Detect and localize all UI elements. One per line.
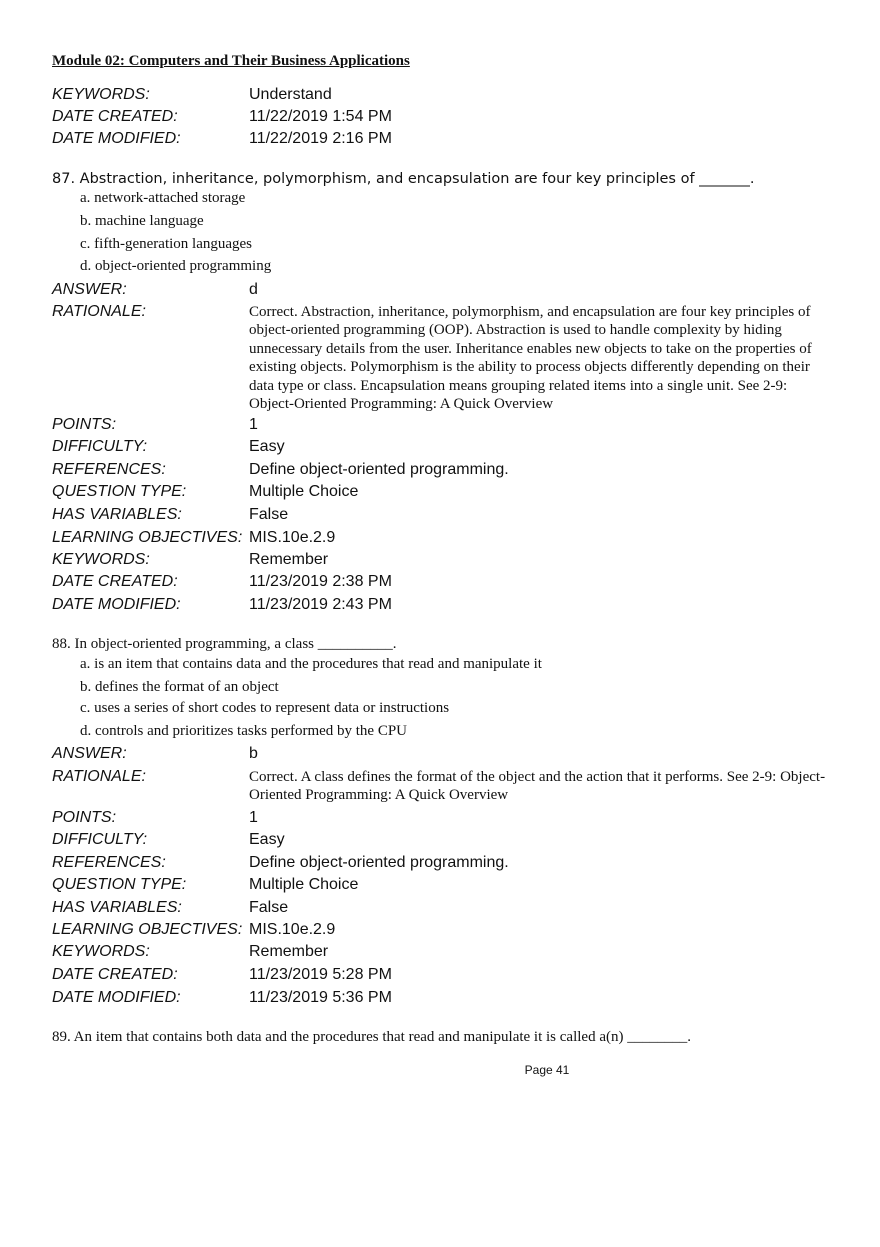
label-date-modified: DATE MODIFIED: <box>52 130 181 147</box>
question-88-option-d: d. controls and prioritizes tasks performed by the CPU <box>80 723 408 739</box>
q87-value-answer: d <box>249 281 258 298</box>
module-title: Module 02: Computers and Their Business Applications <box>52 53 410 69</box>
label-rationale: RATIONALE: <box>52 303 146 320</box>
q87-value-difficulty: Easy <box>249 438 285 455</box>
page-number: Page 41 <box>524 1063 570 1077</box>
q88-value-date-modified: 11/23/2019 5:36 PM <box>249 989 392 1006</box>
label-date-created: DATE CREATED: <box>52 573 178 590</box>
question-87-option-a: a. network-attached storage <box>80 190 246 206</box>
label-date-created: DATE CREATED: <box>52 108 178 125</box>
q88-value-answer: b <box>249 745 258 762</box>
question-87-stem: 87. Abstraction, inheritance, polymorphism, and encapsulation are four key principles of _______. <box>52 171 755 187</box>
label-answer: ANSWER: <box>52 281 127 298</box>
label-date-modified: DATE MODIFIED: <box>52 596 181 613</box>
label-has-variables: HAS VARIABLES: <box>52 506 182 523</box>
label-learning-objectives: LEARNING OBJECTIVES: <box>52 529 243 546</box>
q87-value-learning-objectives: MIS.10e.2.9 <box>249 529 336 546</box>
question-88-stem: 88. In object-oriented programming, a class __________. <box>52 636 397 652</box>
q88-rationale-text: Correct. A class defines the format of the object and the action that it performs. See 2-9: Object-Oriented Programming: A Quick Overview <box>249 769 826 804</box>
q87-value-keywords: Remember <box>249 551 329 568</box>
label-question-type: QUESTION TYPE: <box>52 876 187 893</box>
q87-value-references: Define object-oriented programming. <box>249 461 509 478</box>
label-references: REFERENCES: <box>52 854 166 871</box>
label-rationale: RATIONALE: <box>52 768 146 785</box>
label-difficulty: DIFFICULTY: <box>52 831 148 848</box>
label-keywords: KEYWORDS: <box>52 943 150 960</box>
q88-value-question-type: Multiple Choice <box>249 876 359 893</box>
question-87-option-b: b. machine language <box>80 213 204 229</box>
label-answer: ANSWER: <box>52 745 127 762</box>
q87-value-points: 1 <box>249 416 258 433</box>
label-keywords: KEYWORDS: <box>52 551 150 568</box>
q87-rationale-text: Correct. Abstraction, inheritance, polymorphism, and encapsulation are four key principles of object-oriented programming (OOP). Abstraction is used to handle complexity by hiding unnecessary details from the user. Inheritance enables new objects to take on the properties of existing objects. Polymorphism is the ability to process objects differently depending on their data type or class. Encapsulation means grouping related items into a single unit. See 2-9: Object-Oriented Programming: A Quick Overview <box>249 304 812 413</box>
label-date-modified: DATE MODIFIED: <box>52 989 181 1006</box>
q88-value-points: 1 <box>249 809 258 826</box>
value-keywords: Understand <box>249 86 332 103</box>
q88-value-has-variables: False <box>249 899 289 916</box>
label-points: POINTS: <box>52 416 117 433</box>
label-question-type: QUESTION TYPE: <box>52 483 187 500</box>
question-88-option-b: b. defines the format of an object <box>80 679 279 695</box>
q87-value-date-created: 11/23/2019 2:38 PM <box>249 573 392 590</box>
question-89-stem: 89. An item that contains both data and the procedures that read and manipulate it is called a(n) ________. <box>52 1029 691 1045</box>
q87-value-date-modified: 11/23/2019 2:43 PM <box>249 596 392 613</box>
label-keywords: KEYWORDS: <box>52 86 150 103</box>
label-date-created: DATE CREATED: <box>52 966 178 983</box>
label-points: POINTS: <box>52 809 117 826</box>
label-has-variables: HAS VARIABLES: <box>52 899 182 916</box>
question-88-option-c: c. uses a series of short codes to represent data or instructions <box>80 700 450 716</box>
q88-value-references: Define object-oriented programming. <box>249 854 509 871</box>
value-date-modified: 11/22/2019 2:16 PM <box>249 130 392 147</box>
q88-value-difficulty: Easy <box>249 831 285 848</box>
q88-value-keywords: Remember <box>249 943 329 960</box>
label-difficulty: DIFFICULTY: <box>52 438 148 455</box>
label-learning-objectives: LEARNING OBJECTIVES: <box>52 921 243 938</box>
q88-value-date-created: 11/23/2019 5:28 PM <box>249 966 392 983</box>
question-88-option-a: a. is an item that contains data and the procedures that read and manipulate it <box>80 656 542 672</box>
question-87-option-c: c. fifth-generation languages <box>80 236 253 252</box>
question-87-option-d: d. object-oriented programming <box>80 258 272 274</box>
value-date-created: 11/22/2019 1:54 PM <box>249 108 392 125</box>
q88-value-learning-objectives: MIS.10e.2.9 <box>249 921 336 938</box>
q87-value-question-type: Multiple Choice <box>249 483 359 500</box>
label-references: REFERENCES: <box>52 461 166 478</box>
q87-value-has-variables: False <box>249 506 289 523</box>
